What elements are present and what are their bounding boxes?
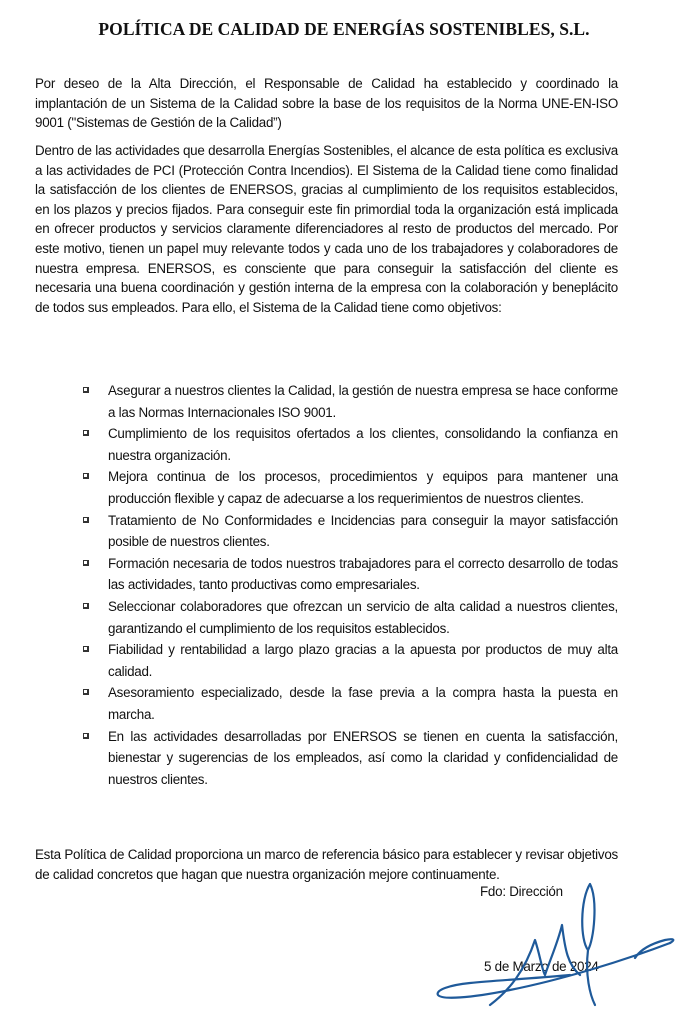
list-item (80, 466, 618, 509)
document-title: POLÍTICA DE CALIDAD DE ENERGÍAS SOSTENIBLES, S.L. (98, 19, 590, 39)
square-bullet-icon (83, 473, 89, 479)
objective-text: Asesoramiento especializado, desde la fase previa a la compra hasta la puesta en marcha. (108, 685, 618, 722)
objective-text: Mejora continua de los procesos, procedimientos y equipos para mantener una producción flexible y capaz de adecuarse a los requerimientos de nuestros clientes. (108, 469, 618, 506)
intro-paragraph: Por deseo de la Alta Dirección, el Responsable de Calidad ha establecido y coordinado la implantación de un Sistema de la Calidad sobre la base de los requisitos de la Norma UNE-EN-ISO 9001 ("Sistemas de Gestión de la Calidad”) (35, 76, 618, 131)
square-bullet-icon (83, 387, 89, 393)
list-item (80, 553, 618, 596)
objective-text: Seleccionar colaboradores que ofrezcan un servicio de alta calidad a nuestros clientes, garantizando el cumplimiento de los requisitos establecidos. (108, 598, 618, 636)
objective-text: En las actividades desarrolladas por ENERSOS se tienen en cuenta la satisfacción, bienestar y sugerencias de los empleados, así como la claridad y confidencialidad de nuestros clientes. (108, 728, 618, 787)
objective-text: Fiabilidad y rentabilidad a largo plazo gracias a la apuesta por productos de muy alta calidad. (108, 642, 618, 679)
list-item (80, 596, 618, 639)
list-item (80, 639, 618, 682)
list-item (80, 510, 618, 553)
list-item (80, 380, 618, 423)
square-bullet-icon (83, 430, 89, 436)
signature-date: 5 de Marzo de 2024 (484, 959, 599, 974)
square-bullet-icon (83, 689, 89, 695)
signed-by-label: Fdo: Dirección (480, 884, 563, 899)
square-bullet-icon (83, 560, 89, 566)
objectives-list (80, 380, 618, 790)
scope-paragraph: Dentro de las actividades que desarrolla Energías Sostenibles, el alcance de esta política es exclusiva a las actividades de PCI (Protección Contra Incendios). El Sistema de la Calidad tiene como finalidad la satisfacción de los clientes de ENERSOS, gracias al cumplimiento de los requisitos establecidos, en los plazos y precios fijados. Para conseguir este fin primordial toda la organización está implicada en ofrecer productos y servicios claramente diferenciadores al resto de productos del mercado. Por este motivo, tienen un papel muy relevante todos y cada uno de los trabajadores y colaboradores de nuestra empresa. ENERSOS, es consciente que para conseguir la satisfacción del cliente es necesaria una buena coordinación y gestión interna de la empresa con la colaboración y beneplácito de todos sus empleados. Para ello, el Sistema de la Calidad tiene como objetivos: (35, 143, 618, 315)
objective-text: Cumplimiento de los requisitos ofertados a los clientes, consolidando la confianza en nuestra organización. (108, 426, 618, 463)
list-item (80, 726, 618, 791)
closing-paragraph: Esta Política de Calidad proporciona un marco de referencia básico para establecer y revisar objetivos de calidad concretos que hagan que nuestra organización mejore continuamente. (35, 847, 618, 882)
square-bullet-icon (83, 603, 89, 609)
objective-text: Tratamiento de No Conformidades e Incidencias para conseguir la mayor satisfacción posible de nuestros clientes. (108, 512, 618, 550)
objective-text: Asegurar a nuestros clientes la Calidad, la gestión de nuestra empresa se hace conforme a las Normas Internacionales ISO 9001. (108, 383, 618, 420)
square-bullet-icon (83, 517, 89, 523)
handwritten-signature-icon (430, 880, 680, 1020)
list-item (80, 682, 618, 725)
list-item (80, 423, 618, 466)
square-bullet-icon (83, 646, 89, 652)
square-bullet-icon (83, 733, 89, 739)
objective-text: Formación necesaria de todos nuestros trabajadores para el correcto desarrollo de todas las actividades, tanto productivas como empresariales. (108, 555, 618, 593)
